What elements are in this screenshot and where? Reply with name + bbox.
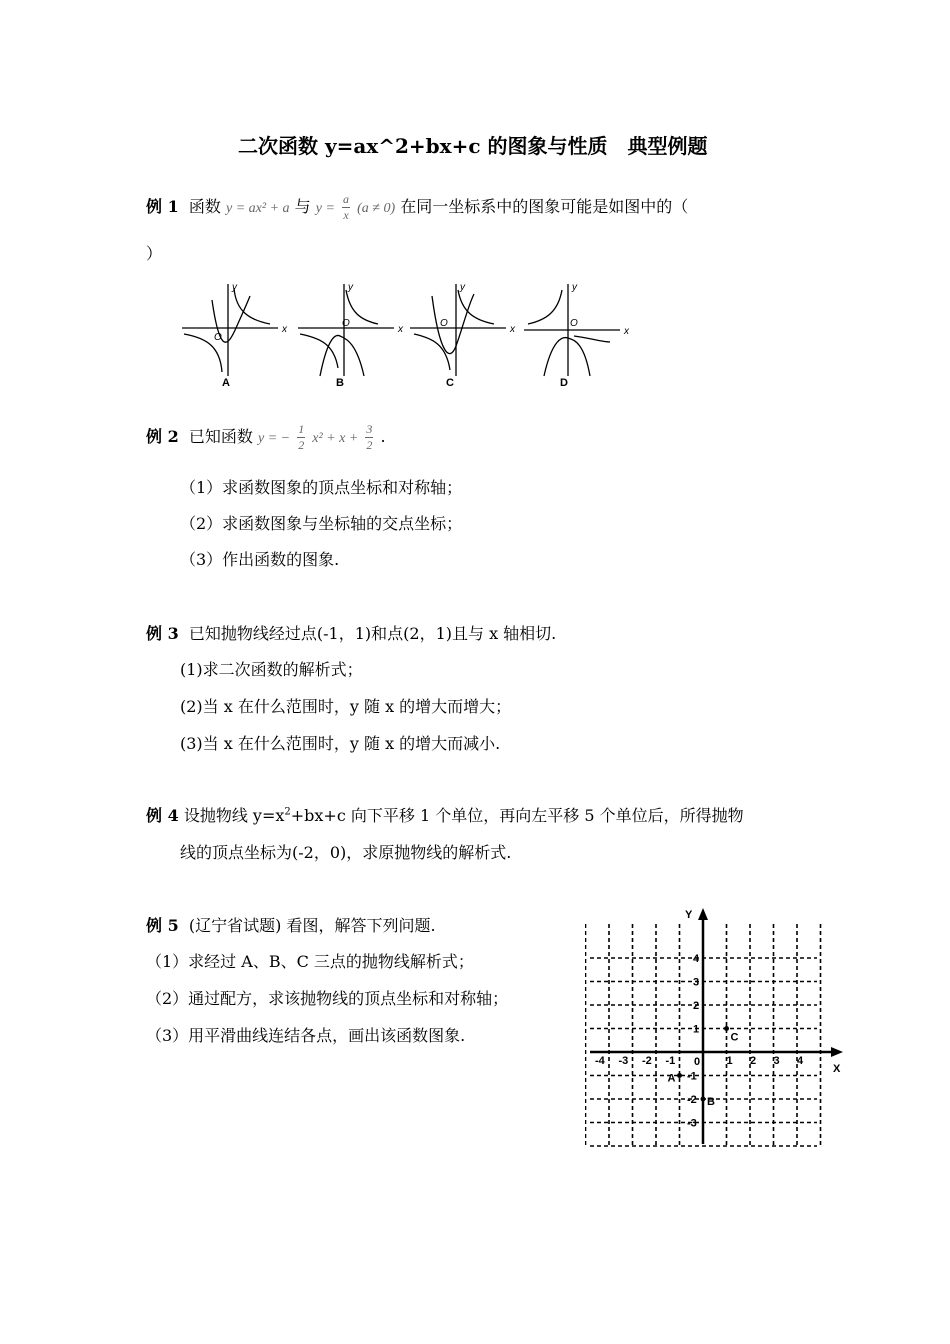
- point-c-marker: [724, 1026, 729, 1031]
- example-2-item-1: （1）求函数图象的顶点坐标和对称轴；: [180, 478, 463, 497]
- y-tick-label: 4: [693, 953, 700, 965]
- x-tick-label: 3: [773, 1055, 780, 1067]
- example-5-item-1: （1）求经过 A、B、C 三点的抛物线解析式；: [146, 952, 474, 971]
- y-tick-label: 1: [693, 1023, 700, 1036]
- point-b-label: B: [707, 1096, 715, 1108]
- example-1-formula-2-lhs: y =: [315, 201, 335, 216]
- graph-d-x-label: x: [624, 326, 629, 337]
- x-tick-label: 2: [750, 1055, 757, 1067]
- graph-c-x-label: x: [510, 324, 515, 335]
- x-tick-label: -1: [665, 1055, 676, 1067]
- example-2-prefix: 已知函数: [188, 427, 253, 446]
- y-tick-label: -1: [687, 1070, 697, 1083]
- x-axis-arrow: [831, 1047, 843, 1057]
- fraction-denominator: x: [343, 208, 349, 222]
- graph-c-origin-label: O: [440, 318, 448, 329]
- graph-c-option-label: C: [446, 377, 454, 389]
- point-c-label: C: [730, 1031, 739, 1044]
- example-2-fraction-1: [297, 422, 305, 453]
- graph-d-y-label: y: [572, 282, 577, 293]
- example-2-fraction-2: [365, 422, 373, 453]
- point-a-marker: [677, 1073, 682, 1078]
- fraction-numerator: 1: [298, 422, 305, 436]
- example-5-text: (辽宁省试题) 看图，解答下列问题.: [188, 916, 436, 935]
- graph-b-y-label: y: [348, 282, 353, 293]
- exponent: 2: [284, 806, 291, 818]
- example-3-item-2: (2)当 x 在什么范围时，y 随 x 的增大而增大；: [180, 697, 512, 716]
- example-1-connector: 与: [294, 197, 311, 216]
- fraction-denominator: 2: [366, 438, 373, 452]
- x-tick-label: 1: [726, 1055, 733, 1067]
- example-1-prefix: 函数: [188, 197, 221, 216]
- example-3-text: 已知抛物线经过点(-1，1)和点(2，1)且与 x 轴相切.: [188, 624, 557, 643]
- example-3-item-1: (1)求二次函数的解析式；: [180, 660, 363, 679]
- example-4-text-b: +bx+c 向下平移 1 个单位，再向左平移 5 个单位后，所得抛物: [290, 806, 744, 825]
- x-tick-label: 4: [797, 1055, 804, 1067]
- graph-d-origin-label: O: [570, 318, 578, 329]
- graph-d: [524, 282, 630, 389]
- example-2-statement: [146, 422, 386, 453]
- fraction-denominator: 2: [298, 438, 305, 452]
- example-3-label: 例 3: [146, 624, 179, 643]
- example-1-label: 例 1: [146, 197, 179, 216]
- axes: [590, 908, 843, 1144]
- example-2-formula-end: .: [380, 427, 386, 446]
- graph-a-y-label: y: [232, 282, 237, 293]
- tick-labels: [595, 953, 804, 1130]
- graph-a-option-label: A: [222, 377, 230, 389]
- example-2-item-2: （2）求函数图象与坐标轴的交点坐标；: [180, 514, 463, 533]
- graph-a: [182, 282, 288, 389]
- page-title: 二次函数 y=ax^2+bx+c 的图象与性质 典型例题: [238, 134, 708, 158]
- example-5-label: 例 5: [146, 916, 179, 935]
- point-a-label: A: [667, 1072, 676, 1085]
- example-4-line-2: 线的顶点坐标为(-2，0)，求原抛物线的解析式.: [180, 843, 512, 862]
- point-b-marker: [701, 1097, 706, 1102]
- example-3-statement: [146, 624, 556, 644]
- example-2-label: 例 2: [146, 427, 179, 446]
- x-tick-label: -2: [642, 1055, 652, 1067]
- example-1-formula-1: y = ax² + a: [226, 201, 290, 216]
- graph-c-y-label: y: [460, 282, 465, 293]
- example-4-text-a: 设抛物线 y=x: [183, 806, 285, 825]
- example-5-item-3: （3）用平滑曲线连结各点，画出该函数图象.: [146, 1026, 466, 1045]
- y-tick-label: -3: [687, 1117, 697, 1130]
- x-tick-label: -4: [595, 1055, 605, 1067]
- example-4-label: 例 4: [146, 806, 179, 825]
- example-1-formula-2-fraction: [342, 192, 350, 223]
- example-5-item-2: （2）通过配方，求该抛物线的顶点坐标和对称轴；: [146, 989, 509, 1008]
- origin-label: 0: [694, 1056, 701, 1068]
- graph-c: [410, 282, 516, 389]
- fraction-numerator: 3: [366, 422, 373, 436]
- graph-b-option-label: B: [336, 377, 344, 389]
- example-1-graphs: [170, 276, 640, 394]
- graph-a-x-label: x: [282, 324, 287, 335]
- graph-b-origin-label: O: [342, 318, 350, 329]
- graph-b-x-label: x: [398, 324, 403, 335]
- graph-b: [298, 282, 404, 389]
- example-2-formula-lhs: y = −: [258, 431, 291, 446]
- y-axis-label: Y: [685, 909, 693, 921]
- y-axis-arrow: [698, 908, 708, 920]
- example-1-formula-2-condition: (a ≠ 0): [357, 201, 396, 216]
- fraction-numerator: a: [343, 192, 349, 206]
- example-4-line-1: [146, 806, 744, 826]
- y-tick-label: 3: [693, 976, 700, 989]
- graph-d-option-label: D: [560, 377, 568, 389]
- y-tick-label: 2: [693, 1000, 700, 1012]
- example-1-suffix: 在同一坐标系中的图象可能是如图中的（: [400, 197, 689, 216]
- y-tick-label: -2: [687, 1094, 697, 1106]
- example-2-formula-mid: x² + x +: [312, 431, 359, 446]
- example-1-statement: [146, 192, 688, 223]
- example-5-statement: [146, 916, 436, 936]
- graph-a-origin-label: O: [214, 332, 222, 343]
- example-2-item-3: （3）作出函数的图象.: [180, 550, 340, 569]
- example-5-coordinate-grid: [585, 904, 850, 1149]
- example-3-item-3: (3)当 x 在什么范围时，y 随 x 的增大而减小.: [180, 734, 501, 753]
- x-tick-label: -3: [618, 1055, 629, 1067]
- x-axis-label: X: [833, 1063, 841, 1075]
- example-1-close-paren: ）: [146, 244, 163, 263]
